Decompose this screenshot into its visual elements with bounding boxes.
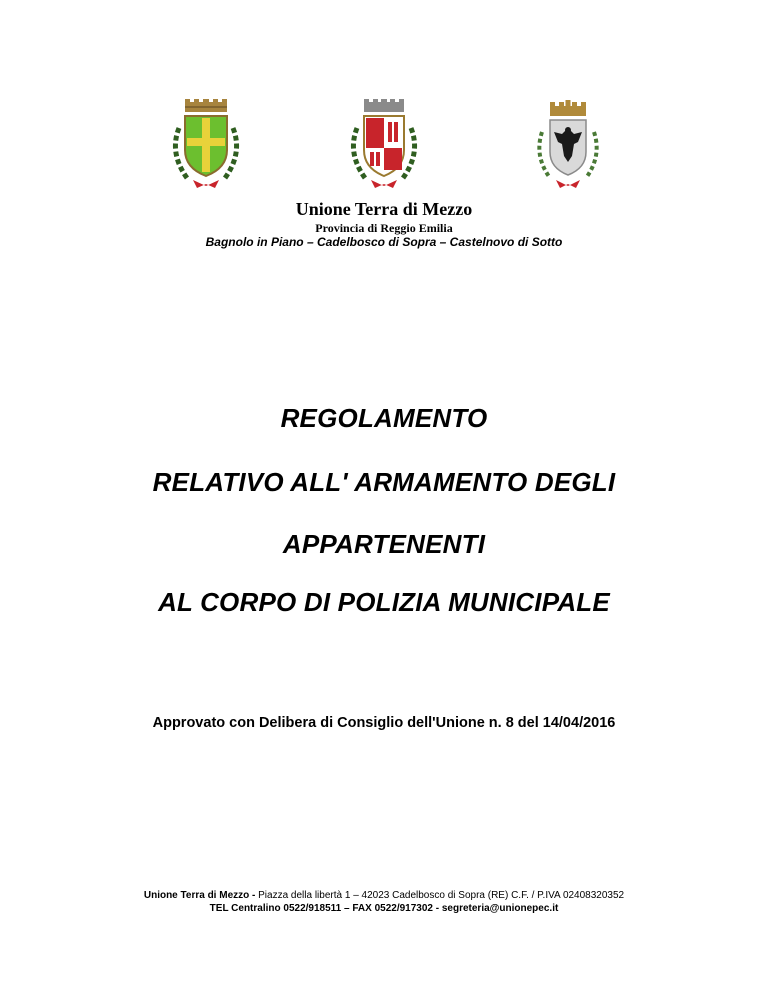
footer-address: Piazza della libertà 1 – 42023 Cadelbosco di Sopra (RE) C.F. / P.IVA 02408320352 bbox=[255, 890, 625, 901]
document-title-line-4: AL CORPO DI POLIZIA MUNICIPALE bbox=[158, 587, 610, 617]
crest-black-eagle-icon bbox=[528, 100, 608, 190]
footer-address-line bbox=[0, 890, 768, 901]
organization-towns: Bagnolo in Piano – Cadelbosco di Sopra – Castelnovo di Sotto bbox=[205, 235, 563, 249]
approval-statement: Approvato con Delibera di Consiglio dell'Unione n. 8 del 14/04/2016 bbox=[152, 715, 616, 731]
document-title-line-1: REGOLAMENTO bbox=[280, 403, 488, 433]
footer-contacts-line: TEL Centralino 0522/918511 – FAX 0522/917302 - segreteria@unionepec.it bbox=[209, 903, 559, 914]
crest-green-cross-icon bbox=[165, 98, 247, 190]
document-title-line-2: RELATIVO ALL' ARMAMENTO DEGLI bbox=[152, 467, 616, 497]
footer-org-name: Unione Terra di Mezzo - bbox=[143, 890, 256, 901]
organization-name: Unione Terra di Mezzo bbox=[295, 199, 473, 219]
document-title-line-3: APPARTENENTI bbox=[282, 529, 486, 559]
crest-red-white-towers-icon bbox=[344, 98, 424, 190]
organization-province: Provincia di Reggio Emilia bbox=[315, 221, 453, 235]
